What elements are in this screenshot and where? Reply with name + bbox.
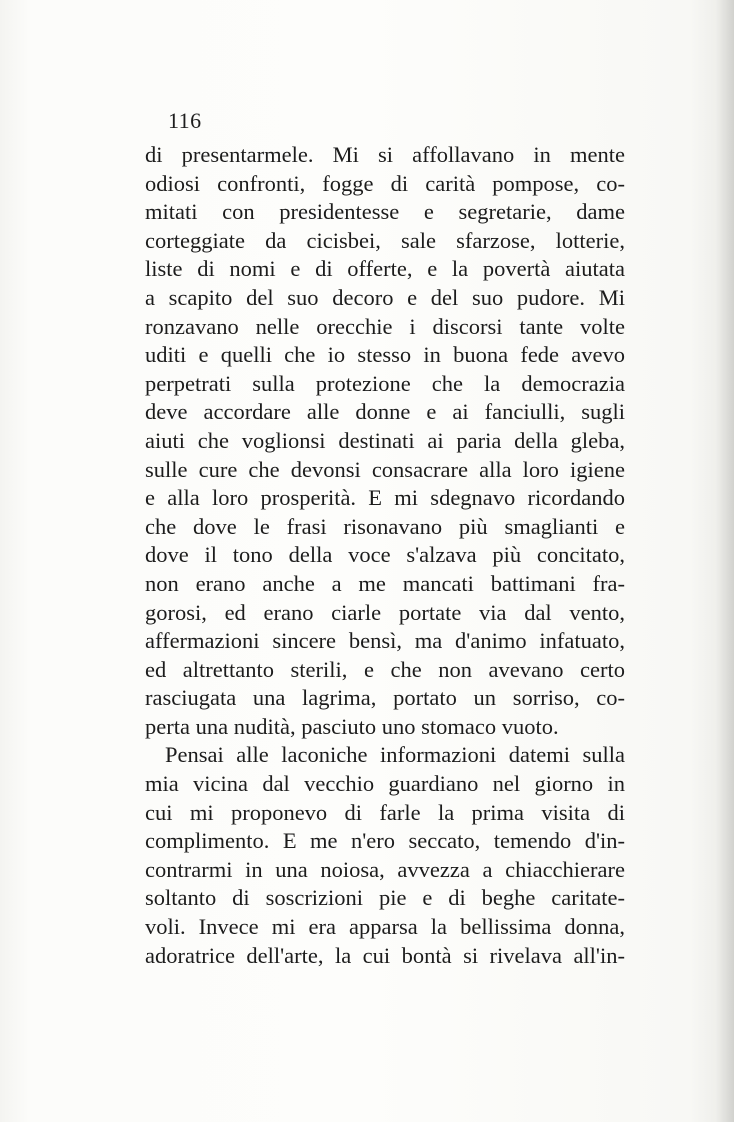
text-line: adoratrice dell'arte, la cui bontà si rivelava all'in- <box>145 942 625 968</box>
text-line: deve accordare alle donne e ai fanciulli, sugli <box>145 399 625 425</box>
text-line: aiuti che voglionsi destinati ai paria della gleba, <box>145 427 625 453</box>
text-line: di presentarmele. Mi si affollavano in mente <box>145 142 625 167</box>
page-edge-shadow <box>716 0 734 1122</box>
text-line: odiosi confronti, fogge di carità pompose, co- <box>145 170 625 196</box>
text-line: cui mi proponevo di farle la prima visita di <box>145 799 625 825</box>
text-line: a scapito del suo decoro e del suo pudore. Mi <box>145 284 625 310</box>
text-line: perpetrati sulla protezione che la democrazia <box>145 370 625 396</box>
text-line: corteggiate da cicisbei, sale sfarzose, lotterie, <box>145 227 625 253</box>
text-line: contrarmi in una noiosa, avvezza a chiacchierare <box>145 856 625 882</box>
text-line: liste di nomi e di offerte, e la povertà aiutata <box>145 256 625 282</box>
text-line: rasciugata una lagrima, portato un sorriso, co- <box>145 685 625 711</box>
text-line: mia vicina dal vecchio guardiano nel giorno in <box>145 771 625 797</box>
text-line: mitati con presidentesse e segretarie, dame <box>145 199 625 225</box>
text-line: uditi e quelli che io stesso in buona fede avevo <box>145 342 625 368</box>
text-line: Pensai alle laconiche informazioni datemi sulla <box>165 742 625 768</box>
body-text <box>145 141 625 970</box>
text-line: non erano anche a me mancati battimani fra- <box>145 570 625 596</box>
text-line: voli. Invece mi era apparsa la bellissima donna, <box>145 914 625 940</box>
text-line: gorosi, ed erano ciarle portate via dal vento, <box>145 599 625 625</box>
text-line: perta una nudità, pasciuto uno stomaco vuoto. <box>145 713 559 739</box>
text-line: affermazioni sincere bensì, ma d'animo infatuato, <box>145 628 625 654</box>
text-line: sulle cure che devonsi consacrare alla loro igiene <box>145 456 625 482</box>
text-line: e alla loro prosperità. E mi sdegnavo ricordando <box>145 485 625 511</box>
text-line: che dove le frasi risonavano più smaglianti e <box>145 513 625 539</box>
text-line: dove il tono della voce s'alzava più concitato, <box>145 542 625 568</box>
text-line: ed altrettanto sterili, e che non avevano certo <box>145 656 625 682</box>
page-number: 116 <box>168 108 202 133</box>
text-line: soltanto di soscrizioni pie e di beghe caritate- <box>145 885 625 911</box>
text-line: complimento. E me n'ero seccato, temendo d'in- <box>145 828 625 854</box>
text-line: ronzavano nelle orecchie i discorsi tante volte <box>145 313 625 339</box>
